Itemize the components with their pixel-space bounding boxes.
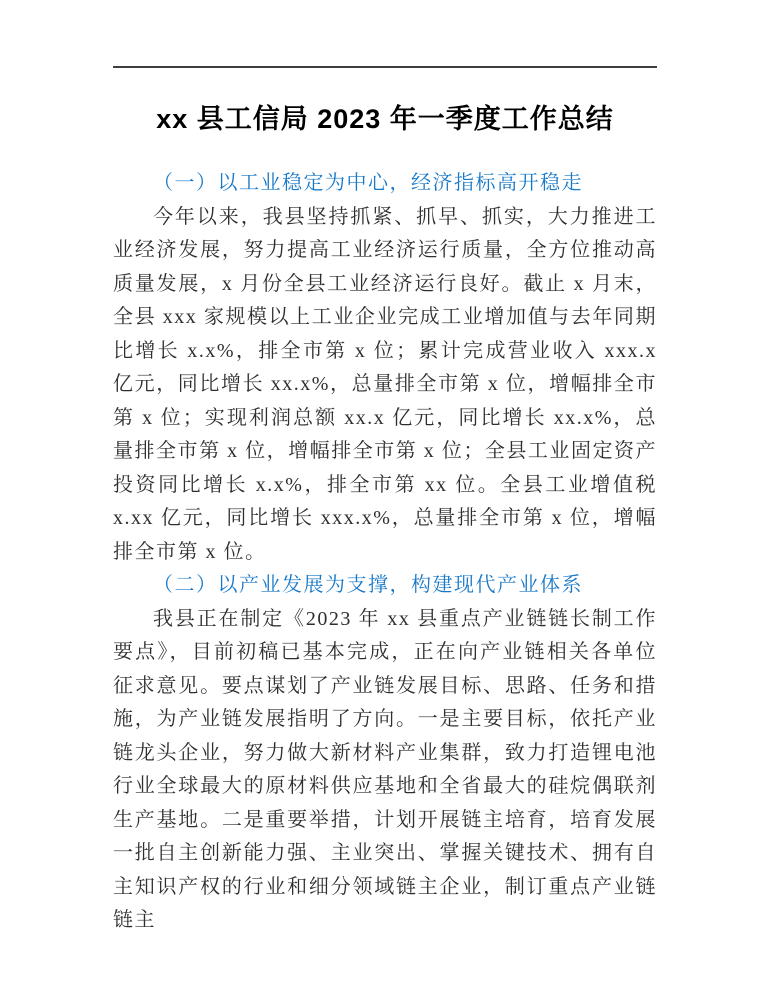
- header-divider-line: [113, 66, 657, 68]
- document-title: xx 县工信局 2023 年一季度工作总结: [156, 104, 614, 134]
- section-2-paragraph: 我县正在制定《2023 年 xx 县重点产业链链长制工作要点》，目前初稿已基本完成，正在向产业链相关各单位征求意见。要点谋划了产业链发展目标、思路、任务和措施，为产业链发展指明了方向。一是主要目标，依托产业链龙头企业，努力做大新材料产业集群，致力打造锂电池行业全球最大的原材料供应基地和全省最大的硅烷偶联剂生产基地。二是重要举措，计划开展链主培育，培育发展一批自主创新能力强、主业突出、掌握关键技术、拥有自主知识产权的行业和细分领域链主企业，制订重点产业链链主: [113, 607, 657, 931]
- document-content: [113, 97, 657, 938]
- section-1-paragraph: 今年以来，我县坚持抓紧、抓早、抓实，大力推进工业经济发展，努力提高工业经济运行质量，全方位推动高质量发展，x 月份全县工业经济运行良好。截止 x 月末，全县 xxx 家规模以上工业企业完成工业增加值与去年同期比增长 x.x%，排全市第 x 位；累计完成营业收入 xxx.x 亿元，同比增长 xx.x%，总量排全市第 x 位，增幅排全市第 x 位；实现利润总额 xx.x 亿元，同比增长 xx.x%，总量排全市第 x 位，增幅排全市第 x 位；全县工业固定资产投资同比增长 x.x%，排全市第 xx 位。全县工业增值税 x.xx 亿元，同比增长 xxx.x%，总量排全市第 x 位，增幅排全市第 x 位。: [113, 205, 657, 563]
- section-2-heading: （二）以产业发展为支撑，构建现代产业体系: [153, 574, 583, 596]
- section-1-heading: （一）以工业稳定为中心，经济指标高开稳走: [153, 172, 583, 194]
